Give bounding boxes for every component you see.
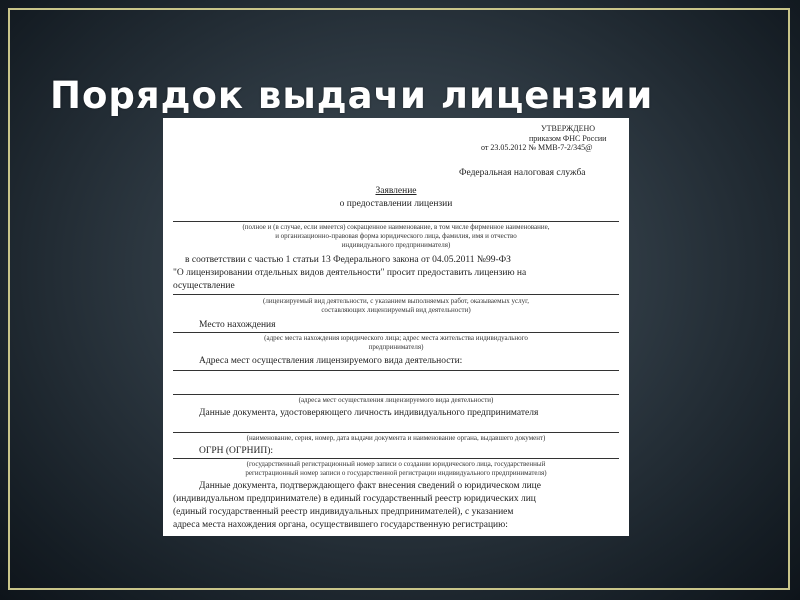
document-image: [163, 118, 629, 536]
activity-address-label: Адреса мест осуществления лицензируемого вида деятельности:: [199, 356, 463, 366]
service-name: Федеральная налоговая служба: [459, 168, 586, 178]
note-applicant-2: и организационно-правовая форма юридического лица, фамилия, имя и отчество: [275, 232, 517, 240]
ogrn-label: ОГРН (ОГРНИП):: [199, 446, 274, 456]
para-registry-2: (индивидуальном предпринимателе) в единый государственный реестр юридических лиц: [173, 494, 536, 504]
approved-line-2: приказом ФНС России: [529, 133, 607, 143]
approved-line-3: от 23.05.2012 № ММВ-7-2/345@: [481, 143, 593, 152]
para-law-1: в соответствии с частью 1 статьи 13 Федерального закона от 04.05.2011 №99-ФЗ: [185, 255, 511, 265]
field-line: [173, 294, 619, 295]
note-location-2: предпринимателя): [368, 343, 424, 351]
para-registry-1: Данные документа, подтверждающего факт внесения сведений о юридическом лице: [199, 481, 541, 491]
location-label: Место нахождения: [199, 320, 276, 330]
note-ogrn-2: регистрационный номер записи о государственной регистрации индивидуального предпринимателя): [245, 469, 547, 477]
field-line: [173, 332, 619, 333]
form-subheading: о предоставлении лицензии: [339, 199, 453, 209]
field-line: [173, 221, 619, 222]
note-ogrn-1: (государственный регистрационный номер записи о создании юридического лица, государственный: [246, 460, 546, 468]
field-line: [173, 370, 619, 371]
field-line: [173, 394, 619, 395]
note-applicant-3: индивидуального предпринимателя): [341, 241, 451, 249]
note-identity: (наименование, серия, номер, дата выдачи документа и наименование органа, выдавшего документ): [246, 434, 546, 442]
para-law-2: "О лицензировании отдельных видов деятельности" просит предоставить лицензию на: [173, 268, 527, 278]
slide-title: Порядок выдачи лицензии: [50, 74, 654, 117]
note-activity-1: (лицензируемый вид деятельности, с указанием выполняемых работ, оказываемых услуг,: [263, 297, 529, 305]
identity-label: Данные документа, удостоверяющего личность индивидуального предпринимателя: [199, 408, 539, 418]
field-line: [173, 458, 619, 459]
approved-block: [481, 124, 609, 153]
note-applicant-1: (полное и (в случае, если имеется) сокращенное наименование, в том числе фирменное наименование,: [242, 223, 550, 231]
form-heading: Заявление: [375, 186, 417, 196]
field-line: [173, 432, 619, 433]
note-activity-address: (адреса мест осуществления лицензируемого вида деятельности): [298, 396, 494, 404]
approved-line-1: УТВЕРЖДЕНО: [541, 124, 596, 133]
note-location-1: (адрес места нахождения юридического лица; адрес места жительства индивидуального: [264, 334, 528, 342]
para-registry-4: адреса места нахождения органа, осуществившего государственную регистрацию:: [173, 520, 508, 530]
para-law-3: осуществление: [173, 281, 235, 291]
para-registry-3: (единый государственный реестр индивидуальных предпринимателей), с указанием: [173, 507, 514, 517]
note-activity-2: составляющих лицензируемый вид деятельности): [321, 306, 471, 314]
